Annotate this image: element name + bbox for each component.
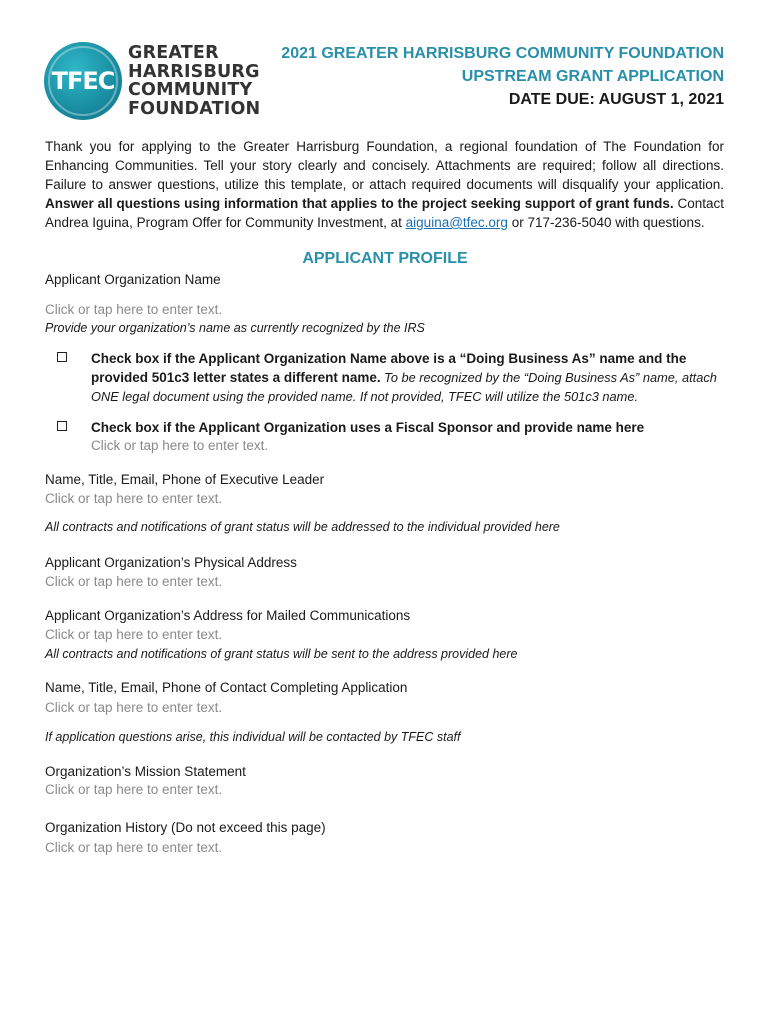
fiscal-sponsor-input[interactable]: Click or tap here to enter text. — [91, 438, 269, 453]
document-header — [281, 42, 724, 112]
dba-checkbox-label — [91, 349, 726, 406]
intro-paragraph — [45, 137, 724, 232]
physical-address-input[interactable]: Click or tap here to enter text. — [45, 574, 223, 589]
email-link[interactable]: aiguina@tfec.org — [405, 215, 508, 230]
contact-note: If application questions arise, this individual will be contacted by TFEC staff — [45, 730, 461, 744]
fiscal-bold-text: Check box if the Applicant Organization uses a Fiscal Sponsor and provide name here — [91, 420, 645, 435]
mission-input[interactable]: Click or tap here to enter text. — [45, 782, 223, 797]
org-name-note: Provide your organization’s name as currently recognized by the IRS — [45, 321, 425, 335]
org-name-label: Applicant Organization Name — [45, 272, 221, 287]
history-label: Organization History (Do not exceed this page) — [45, 820, 326, 835]
intro-text: Thank you for applying to the Greater Harrisburg Foundation, a regional foundation of The Foundation for Enhancing Communities. Tell your story clearly and concisely. Attachments are required; follow all directions. Failure to answer questions, utilize this template, or attach required documents will disqualify your application. — [45, 139, 724, 192]
section-title: APPLICANT PROFILE — [302, 250, 468, 267]
exec-leader-input[interactable]: Click or tap here to enter text. — [45, 491, 223, 506]
physical-address-label: Applicant Organization’s Physical Address — [45, 555, 297, 570]
fiscal-sponsor-label — [91, 418, 726, 437]
history-input[interactable]: Click or tap here to enter text. — [45, 840, 223, 855]
intro-contact-text: Contact Andrea Iguina, Program Offer for Community Investment, at — [45, 196, 724, 230]
mailing-address-note: All contracts and notifications of grant status will be sent to the address provided here — [45, 647, 518, 661]
intro-phone-text: or 717-236-5040 with questions. — [507, 215, 705, 230]
logo-word: GREATER — [128, 43, 219, 63]
exec-leader-label: Name, Title, Email, Phone of Executive Leader — [45, 472, 325, 487]
mailing-address-input[interactable]: Click or tap here to enter text. — [45, 627, 223, 642]
header-due-date: DATE DUE: AUGUST 1, 2021 — [508, 91, 724, 108]
mission-label: Organization’s Mission Statement — [45, 764, 246, 779]
dba-italic-text: To be recognized by the “Doing Business As” name, attach ONE legal document using the provided name. If not provided, TFEC will utilize the 501c3 name. — [91, 370, 717, 404]
intro-bold-text: Answer all questions using information that applies to the project seeking support of grant funds. — [45, 196, 674, 211]
dba-checkbox[interactable] — [57, 352, 67, 362]
logo-wordmark — [128, 44, 260, 118]
org-name-input[interactable]: Click or tap here to enter text. — [45, 302, 223, 317]
tfec-logo — [44, 42, 259, 120]
contact-label: Name, Title, Email, Phone of Contact Completing Application — [45, 680, 408, 695]
logo-word: COMMUNITY — [128, 80, 253, 100]
header-foundation-title: 2021 GREATER HARRISBURG COMMUNITY FOUNDATION — [281, 45, 724, 62]
logo-word: FOUNDATION — [128, 98, 261, 119]
dba-bold-text: Check box if the Applicant Organization Name above is a “Doing Business As” name and the provided 501c3 letter states a different name. — [91, 351, 687, 385]
logo-word: HARRISBURG — [128, 61, 260, 82]
mailing-address-label: Applicant Organization’s Address for Mailed Communications — [45, 608, 411, 623]
header-application-title: UPSTREAM GRANT APPLICATION — [461, 68, 724, 85]
fiscal-sponsor-checkbox[interactable] — [57, 421, 67, 431]
logo-abbreviation: TFEC — [51, 67, 115, 95]
exec-leader-note: All contracts and notifications of grant status will be addressed to the individual provided here — [45, 520, 560, 534]
contact-input[interactable]: Click or tap here to enter text. — [45, 700, 223, 715]
